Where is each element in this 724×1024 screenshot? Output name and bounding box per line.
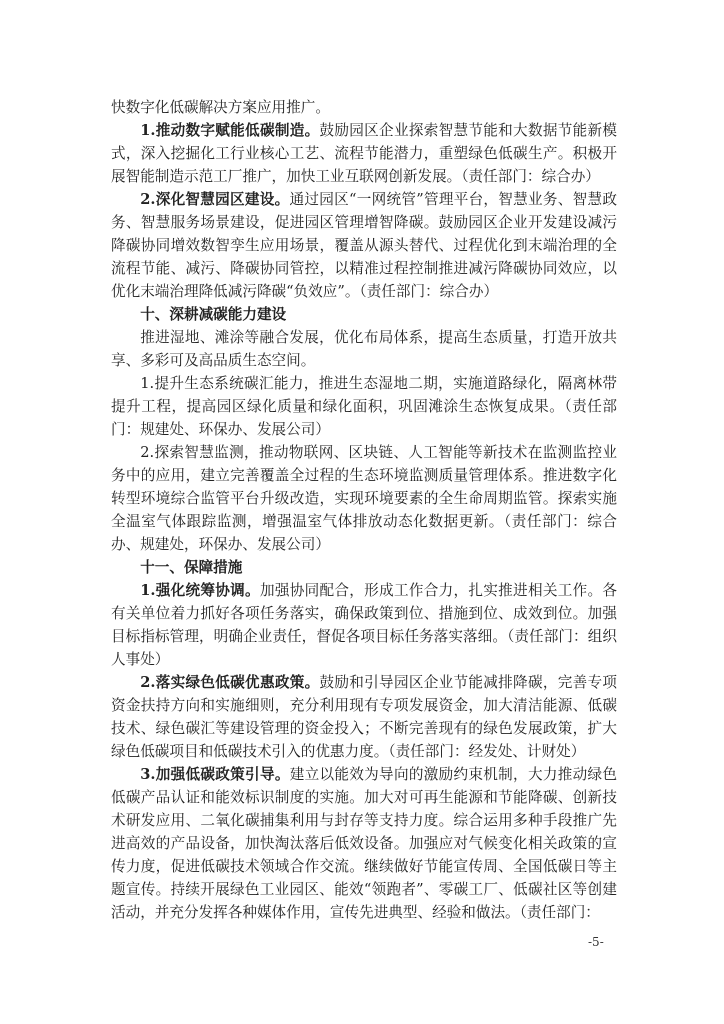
paragraph-carbon-sink: 1.提升生态系统碳汇能力，推进生态湿地二期，实施道路绿化，隔离林带提升工程，提高园区绿化质量和绿化面积，巩固滩涂生态恢复成果。（责任部门：规建处、环保办、发展公司） xyxy=(111,375,617,438)
page-number: -5- xyxy=(588,935,604,949)
paragraph-digital-manufacturing: 1.推动数字赋能低碳制造。鼓励园区企业探索智慧节能和大数据节能新模式，深入挖掘化工行业核心工艺、流程节能潜力，重塑绿色低碳生产。积极开展智能制造示范工厂推广，加快工业互联网创新发展。（责任部门：综合办） xyxy=(111,122,617,185)
paragraph-smart-park: 2.深化智慧园区建设。通过园区“一网统管”管理平台，智慧业务、智慧政务、智慧服务场景建设，促进园区管理增智降碳。鼓励园区企业开发建设减污降碳协同增效数智孪生应用场景，覆盖从源头替代、过程优化到末端治理的全流程节能、减污、降碳协同管控，以精准过程控制推进减污降碳协同效应，以优化末端治理降低减污降碳“负效应”。（责任部门：综合办） xyxy=(111,191,617,300)
paragraph-continuation: 快数字化低碳解决方案应用推广。 xyxy=(111,99,330,116)
section-heading-safeguards: 十一、保障措施 xyxy=(140,559,243,576)
section-heading-carbon-reduction: 十、深耕减碳能力建设 xyxy=(140,306,287,323)
paragraph-coordination: 1.强化统筹协调。加强协同配合，形成工作合力，扎实推进相关工作。各有关单位着力抓好各项任务落实，确保政策到位、措施到位、成效到位。加强目标指标管理，明确企业责任，督促各项目标任务落实落细。（责任部门：组织人事处） xyxy=(111,582,617,668)
paragraph-wetland-intro: 推进湿地、滩涂等融合发展，优化布局体系，提高生态质量，打造开放共享、多彩可及高品质生态空间。 xyxy=(111,329,617,369)
paragraph-incentive-policy: 2.落实绿色低碳优惠政策。鼓励和引导园区企业节能减排降碳，完善专项资金扶持方向和实施细则，充分利用现有专项发展资金，加大清洁能源、低碳技术、绿色碳汇等建设管理的资金投入；不断完善现有的绿色发展政策，扩大绿色低碳项目和低碳技术引入的优惠力度。（责任部门：经发处、计财处） xyxy=(111,674,617,760)
paragraph-smart-monitoring: 2.探索智慧监测，推动物联网、区块链、人工智能等新技术在监测监控业务中的应用，建立完善覆盖全过程的生态环境监测质量管理体系。推进数字化转型环境综合监管平台升级改造，实现环境要素的全生命周期监管。探索实施全温室气体跟踪监测，增强温室气体排放动态化数据更新。（责任部门：综合办、规建处，环保办、发展公司） xyxy=(111,444,617,553)
paragraph-policy-guidance: 3.加强低碳政策引导。建立以能效为导向的激励约束机制，大力推动绿色低碳产品认证和能效标识制度的实施。加大对可再生能源和节能降碳、创新技术研发应用、二氧化碳捕集利用与封存等支持力度。综合运用多种手段推广先进高效的产品设备，加快淘汰落后低效设备。加强应对气候变化相关政策的宣传力度，促进低碳技术领域合作交流。继续做好节能宣传周、全国低碳日等主题宣传。持续开展绿色工业园区、能效“领跑者”、零碳工厂、低碳社区等创建活动，并充分发挥各种媒体作用，宣传先进典型、经验和做法。（责任部门： xyxy=(111,766,617,921)
document-body xyxy=(111,96,617,924)
